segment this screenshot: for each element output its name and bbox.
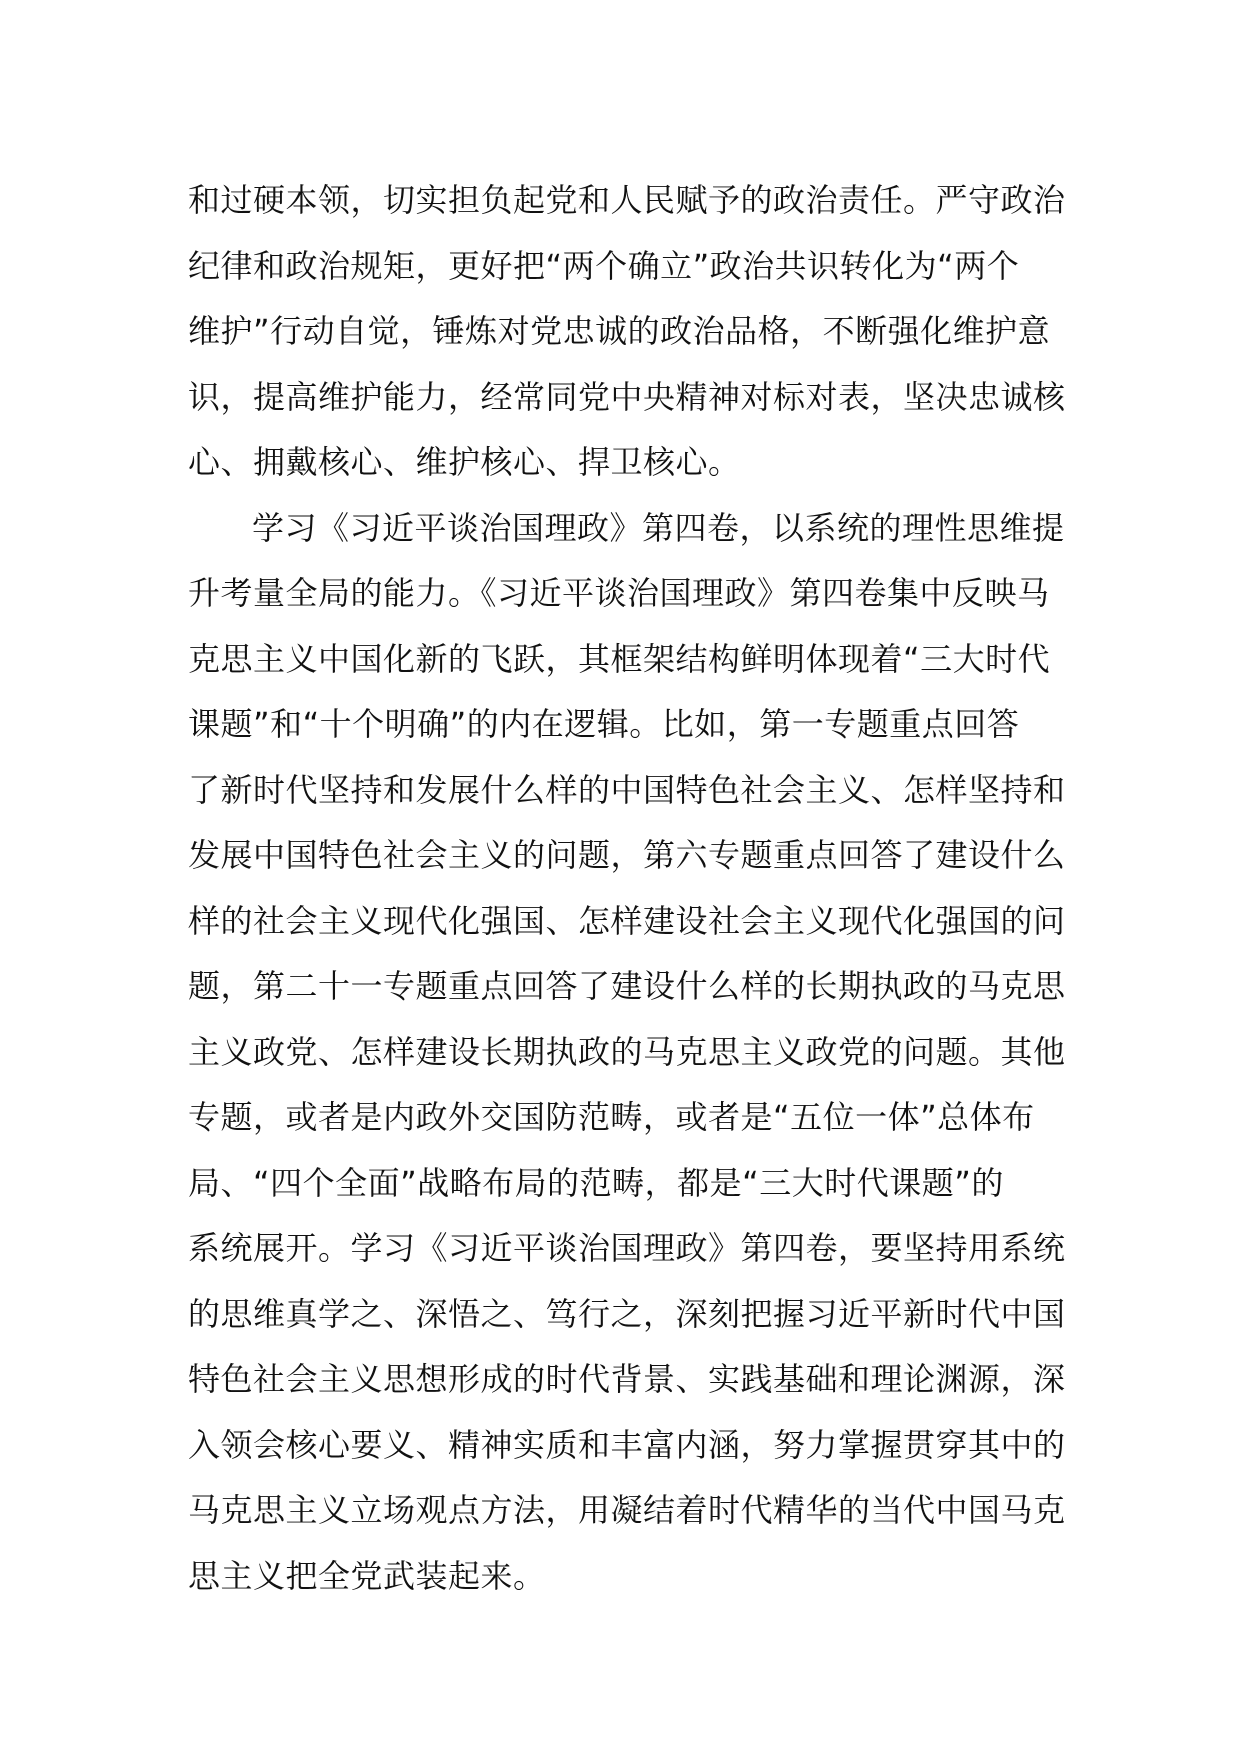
text-line-first: 学习《习近平谈治国理政》第四卷，以系统的理性思维提	[252, 508, 1065, 547]
text-line: 入领会核心要义、精神实质和丰富内涵，努力掌握贯穿其中的	[188, 1425, 1066, 1464]
text-line: 识，提高维护能力，经常同党中央精神对标对表，坚决忠诚核	[188, 377, 1066, 416]
text-line: 特色社会主义思想形成的时代背景、实践基础和理论渊源，深	[188, 1360, 1066, 1398]
text-line: 发展中国特色社会主义的问题，第六专题重点回答了建设什么	[188, 836, 1066, 874]
text-line: 专题，或者是内政外交国防范畴，或者是“五位一体”总体布	[188, 1098, 1035, 1136]
paragraph-continued	[188, 168, 1066, 496]
text-line: 克思主义中国化新的飞跃，其框架结构鲜明体现着“三大时代	[188, 639, 1051, 678]
text-line: 心、拥戴核心、维护核心、捍卫核心。	[188, 443, 741, 481]
text-line: 马克思主义立场观点方法，用凝结着时代精华的当代中国马克	[188, 1491, 1066, 1529]
text-line: 了新时代坚持和发展什么样的中国特色社会主义、怎样坚持和	[188, 770, 1066, 809]
text-line: 思主义把全党武装起来。	[188, 1556, 546, 1595]
text-line: 系统展开。学习《习近平谈治国理政》第四卷，要坚持用系统	[188, 1229, 1066, 1267]
text-line: 的思维真学之、深悟之、笃行之，深刻把握习近平新时代中国	[188, 1294, 1066, 1333]
document-body	[188, 168, 1066, 1609]
text-line: 升考量全局的能力。《习近平谈治国理政》第四卷集中反映马	[188, 574, 1050, 612]
text-line: 样的社会主义现代化强国、怎样建设社会主义现代化强国的问	[188, 901, 1066, 940]
text-line: 题，第二十一专题重点回答了建设什么样的长期执政的马克思	[188, 967, 1066, 1005]
text-line: 和过硬本领，切实担负起党和人民赋予的政治责任。严守政治	[188, 181, 1066, 219]
text-line: 纪律和政治规矩，更好把“两个确立”政治共识转化为“两个	[188, 246, 1020, 285]
text-line: 课题”和“十个明确”的内在逻辑。比如，第一专题重点回答	[188, 705, 1020, 743]
text-line: 主义政党、怎样建设长期执政的马克思主义政党的问题。其他	[188, 1032, 1066, 1071]
paragraph-study	[188, 496, 1066, 1610]
text-line: 维护”行动自觉，锤炼对党忠诚的政治品格，不断强化维护意	[188, 312, 1051, 350]
text-line: 局、“四个全面”战略布局的范畴，都是“三大时代课题”的	[188, 1163, 1004, 1202]
